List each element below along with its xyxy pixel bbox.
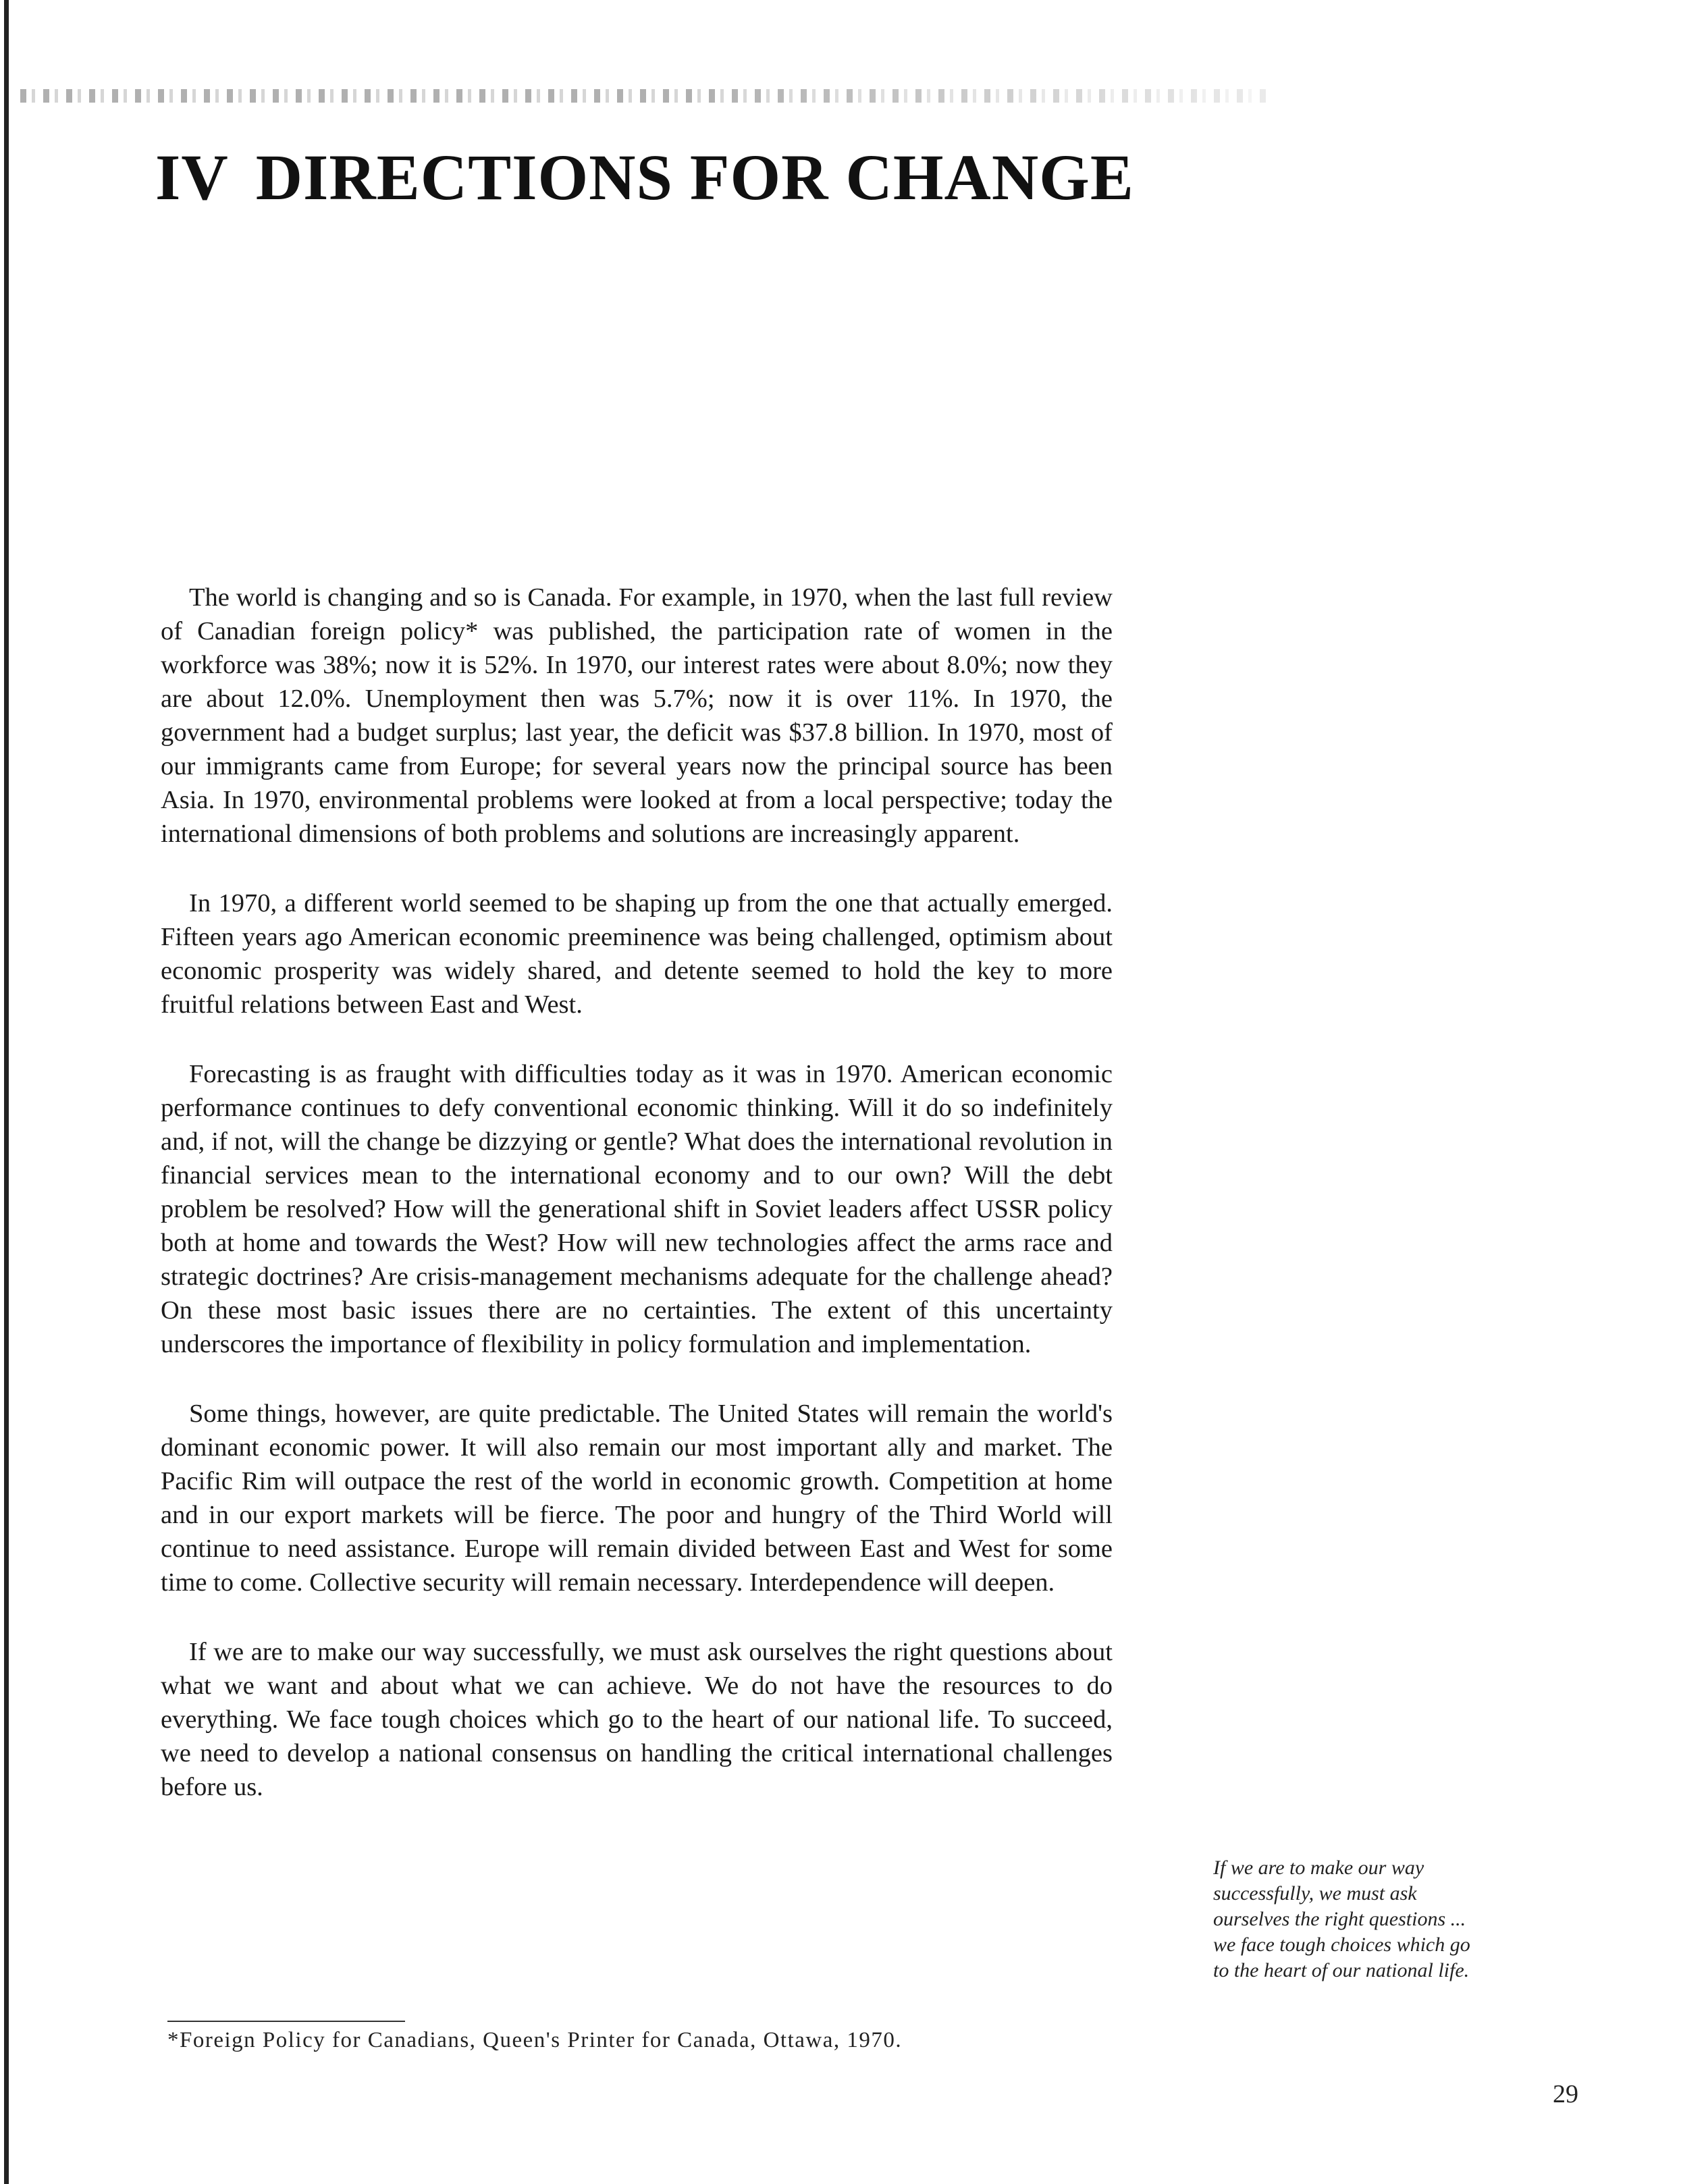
body-text <box>161 581 1113 1840</box>
footnote-divider <box>167 2021 405 2022</box>
paragraph: In 1970, a different world seemed to be shaping up from the one that actually emerged. Fifteen years ago American economic preeminence was being challenged, optimism about economic prosperity was widely shared, and detente seemed to hold the key to more fruitful relations between East and West. <box>161 889 1113 1019</box>
pull-quote-line: If we are to make our way <box>1213 1857 1424 1879</box>
scan-artifact-band <box>20 89 1269 103</box>
pull-quote-line: ourselves the right questions ... <box>1213 1908 1466 1930</box>
chapter-number: IV <box>155 141 229 213</box>
paragraph: Some things, however, are quite predictable. The United States will remain the world's dominant economic power. It will also remain our most important ally and market. The Pacific Rim will outpace the rest of the world in economic growth. Competition at home and in our export markets will be fierce. The poor and hungry of the Third World will continue to need assistance. Europe will remain divided between East and West for some time to come. Collective security will remain necessary. Interdependence will deepen. <box>161 1400 1113 1597</box>
paragraph: If we are to make our way successfully, we must ask ourselves the right questions about what we want and about what we can achieve. We do not have the resources to do everything. We face tough choices which go to the heart of our national life. To succeed, we need to develop a national consensus on handling the critical international challenges before us. <box>161 1638 1113 1801</box>
pull-quote-line: we face tough choices which go <box>1213 1934 1470 1956</box>
pull-quote-line: to the heart of our national life. <box>1213 1959 1470 1981</box>
scan-page-edge <box>4 0 9 2184</box>
pull-quote-line: successfully, we must ask <box>1213 1882 1417 1905</box>
pull-quote <box>1213 1855 1564 1983</box>
footnote: *Foreign Policy for Canadians, Queen's Printer for Canada, Ottawa, 1970. <box>167 2028 903 2052</box>
page-number: 29 <box>1553 2080 1578 2108</box>
paragraph: Forecasting is as fraught with difficulties today as it was in 1970. American economic performance continues to defy conventional economic thinking. Will it do so indefinitely and, if not, will the change be dizzying or gentle? What does the international revolution in financial services mean to the international economy and to our own? Will the debt problem be resolved? How will the generational shift in Soviet leaders affect USSR policy both at home and towards the West? How will new technologies affect the arms race and strategic doctrines? Are crisis-management mechanisms adequate for the challenge ahead? On these most basic issues there are no certainties. The extent of this uncertainty underscores the importance of flexibility in policy formulation and implementation. <box>161 1060 1113 1358</box>
chapter-title: DIRECTIONS FOR CHANGE <box>255 141 1134 213</box>
paragraph: The world is changing and so is Canada. For example, in 1970, when the last full review of Canadian foreign policy* was published, the participation rate of women in the workforce was 38%; now it is 52%. In 1970, our interest rates were about 8.0%; now they are about 12.0%. Unemployment then was 5.7%; now it is over 11%. In 1970, the government had a budget surplus; last year, the deficit was $37.8 billion. In 1970, most of our immigrants came from Europe; for several years now the principal source has been Asia. In 1970, environmental problems were looked at from a local perspective; today the international dimensions of both problems and solutions are increasingly apparent. <box>161 583 1113 848</box>
chapter-heading <box>155 141 1134 213</box>
